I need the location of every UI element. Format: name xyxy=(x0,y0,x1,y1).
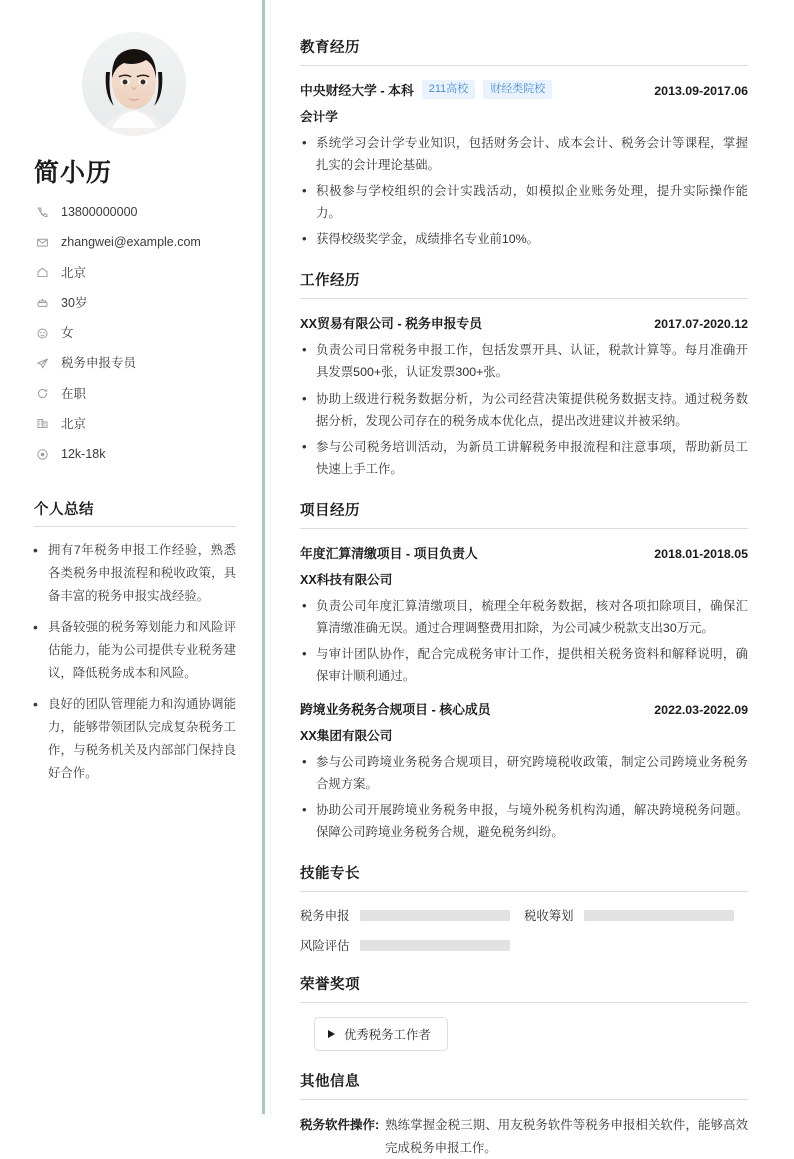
contact-value: 女 xyxy=(61,326,74,340)
phone-icon xyxy=(34,205,51,219)
contact-item-salary xyxy=(34,446,236,462)
contact-value: 13800000000 xyxy=(61,205,138,219)
paper-plane-icon xyxy=(34,356,51,370)
avatar xyxy=(82,32,186,136)
contact-item-position xyxy=(34,355,236,371)
user-photo-icon xyxy=(82,32,186,136)
building-icon xyxy=(34,417,51,431)
contact-value: 12k-18k xyxy=(61,447,106,461)
skill-row-empty xyxy=(524,936,748,954)
contact-item-phone xyxy=(34,204,236,220)
honors-section xyxy=(300,973,748,1051)
education-bullets xyxy=(300,132,748,250)
honor-list xyxy=(314,1017,748,1051)
honor-label: 优秀税务工作者 xyxy=(344,1028,431,1043)
education-date: 2013.09-2017.06 xyxy=(654,84,748,98)
skill-progress-track xyxy=(584,910,734,921)
bullet-item: • 与审计团队协作，配合完成税务审计工作，提供相关税务资料和解释说明，确保审计顺利通过。 xyxy=(300,643,748,687)
skill-label: 风险评估 xyxy=(300,939,350,954)
other-info-value: 熟练掌握金税三期、用友税务软件等税务申报相关软件，能够高效完成税务申报工作。 xyxy=(385,1118,748,1155)
person-name: 简小历 xyxy=(34,159,113,187)
skills-heading: 技能专长 xyxy=(300,862,748,892)
project-company: XX科技有限公司 xyxy=(300,572,393,587)
contact-item-location xyxy=(34,265,236,281)
bullet-item: • 负责公司日常税务申报工作，包括发票开具、认证，税款计算等。每月准确开具发票500+张，认证发票300+张。 xyxy=(300,339,748,383)
project-date: 2018.01-2018.05 xyxy=(654,546,748,561)
skills-section xyxy=(300,862,748,954)
skill-label: 税收筹划 xyxy=(524,909,574,924)
contact-value: 税务申报专员 xyxy=(61,356,137,371)
education-heading: 教育经历 xyxy=(300,36,748,66)
skill-progress-track xyxy=(360,940,510,951)
entry-header xyxy=(300,543,748,562)
education-tag: 财经类院校 xyxy=(483,80,552,99)
education-tag: 211高校 xyxy=(422,80,476,99)
project-entry xyxy=(300,543,748,687)
project-bullets xyxy=(300,595,748,687)
education-entry xyxy=(300,80,748,250)
contact-item-age xyxy=(34,295,236,311)
work-section xyxy=(300,269,748,479)
skill-row xyxy=(524,906,748,924)
skill-row xyxy=(300,906,524,924)
other-info-row xyxy=(300,1114,748,1158)
work-title: XX贸易有限公司 - 税务申报专员 xyxy=(300,316,483,332)
contact-value: 北京 xyxy=(61,416,87,431)
main-content xyxy=(262,0,794,1155)
entry-header xyxy=(300,80,748,99)
entry-title-group xyxy=(300,313,482,332)
work-heading: 工作经历 xyxy=(300,269,748,299)
entry-header xyxy=(300,313,748,332)
project-entry xyxy=(300,699,748,843)
home-icon xyxy=(34,266,51,280)
column-divider xyxy=(262,0,265,1114)
work-bullets xyxy=(300,339,748,479)
project-title: 年度汇算清缴项目 - 项目负责人 xyxy=(300,545,478,561)
other-info-label: 税务软件操作: xyxy=(300,1118,380,1133)
other-info-heading: 其他信息 xyxy=(300,1070,748,1100)
bullet-item: • 参与公司税务培训活动，为新员工讲解税务申报流程和注意事项，帮助新员工快速上手工作。 xyxy=(300,436,748,480)
summary-section xyxy=(32,498,236,784)
contact-item-city xyxy=(34,416,236,432)
summary-heading: 个人总结 xyxy=(34,498,236,527)
education-title: 中央财经大学 - 本科 xyxy=(300,83,414,98)
summary-item: • 拥有7年税务申报工作经验，熟悉各类税务申报流程和税收政策，具备丰富的税务申报实战经验。 xyxy=(32,539,236,608)
cake-icon xyxy=(34,296,51,310)
project-bullets xyxy=(300,751,748,843)
bullet-item: • 协助公司开展跨境业务税务申报，与境外税务机构沟通，解决跨境税务问题。保障公司跨境业务税务合规，避免税务纠纷。 xyxy=(300,799,748,843)
entry-title-group xyxy=(300,80,552,99)
work-entry xyxy=(300,313,748,479)
avatar-container xyxy=(32,32,236,136)
contact-value: zhangwei@example.com xyxy=(61,235,201,250)
project-company: XX集团有限公司 xyxy=(300,729,393,744)
summary-list xyxy=(32,539,236,784)
contact-item-email xyxy=(34,234,236,250)
skills-grid xyxy=(300,906,748,954)
contact-value: 北京 xyxy=(61,265,87,280)
entry-title-group xyxy=(300,699,491,718)
honors-heading: 荣誉奖项 xyxy=(300,973,748,1003)
education-major: 会计学 xyxy=(300,110,338,124)
refresh-icon xyxy=(34,387,51,401)
column-divider-secondary xyxy=(270,0,271,1114)
envelope-icon xyxy=(34,235,51,249)
bullet-item: • 获得校级奖学金，成绩排名专业前10%。 xyxy=(300,228,748,250)
bullet-item: • 系统学习会计学专业知识，包括财务会计、成本会计、税务会计等课程，掌握扎实的会计理论基础。 xyxy=(300,132,748,176)
contact-item-status xyxy=(34,386,236,402)
bullet-item: • 协助上级进行税务数据分析，为公司经营决策提供税务数据支持。通过税务数据分析，发现公司存在的税务成本优化点，提出改进建议并被采纳。 xyxy=(300,388,748,432)
projects-section xyxy=(300,499,748,844)
bullet-item: • 负责公司年度汇算清缴项目，梳理全年税务数据，核对各项扣除项目，确保汇算清缴准确无误。通过合理调整费用扣除，为公司减少税款支出30万元。 xyxy=(300,595,748,639)
gender-icon xyxy=(34,326,51,340)
play-triangle-icon xyxy=(328,1030,335,1038)
contact-value: 在职 xyxy=(61,386,87,401)
contact-list xyxy=(34,204,236,462)
honor-chip[interactable] xyxy=(314,1017,448,1051)
projects-heading: 项目经历 xyxy=(300,499,748,529)
entry-header xyxy=(300,699,748,718)
project-date: 2022.03-2022.09 xyxy=(654,703,748,718)
contact-item-gender xyxy=(34,325,236,341)
work-date: 2017.07-2020.12 xyxy=(654,317,748,332)
contact-value: 30岁 xyxy=(61,295,88,310)
skill-row xyxy=(300,936,524,954)
skill-label: 税务申报 xyxy=(300,909,350,924)
education-section xyxy=(300,36,748,250)
coin-icon xyxy=(34,447,51,461)
sidebar xyxy=(0,0,262,1114)
bullet-item: • 积极参与学校组织的会计实践活动，如模拟企业账务处理，提升实际操作能力。 xyxy=(300,180,748,224)
skill-progress-track xyxy=(360,910,510,921)
project-title: 跨境业务税务合规项目 - 核心成员 xyxy=(300,702,491,718)
bullet-item: • 参与公司跨境业务税务合规项目，研究跨境税收政策，制定公司跨境业务税务合规方案。 xyxy=(300,751,748,795)
other-info-section xyxy=(300,1070,748,1158)
entry-title-group xyxy=(300,543,478,562)
summary-item: • 良好的团队管理能力和沟通协调能力，能够带领团队完成复杂税务工作，与税务机关及内部部门保持良好合作。 xyxy=(32,693,236,785)
summary-item: • 具备较强的税务筹划能力和风险评估能力，能为公司提供专业税务建议，降低税务成本和风险。 xyxy=(32,616,236,685)
